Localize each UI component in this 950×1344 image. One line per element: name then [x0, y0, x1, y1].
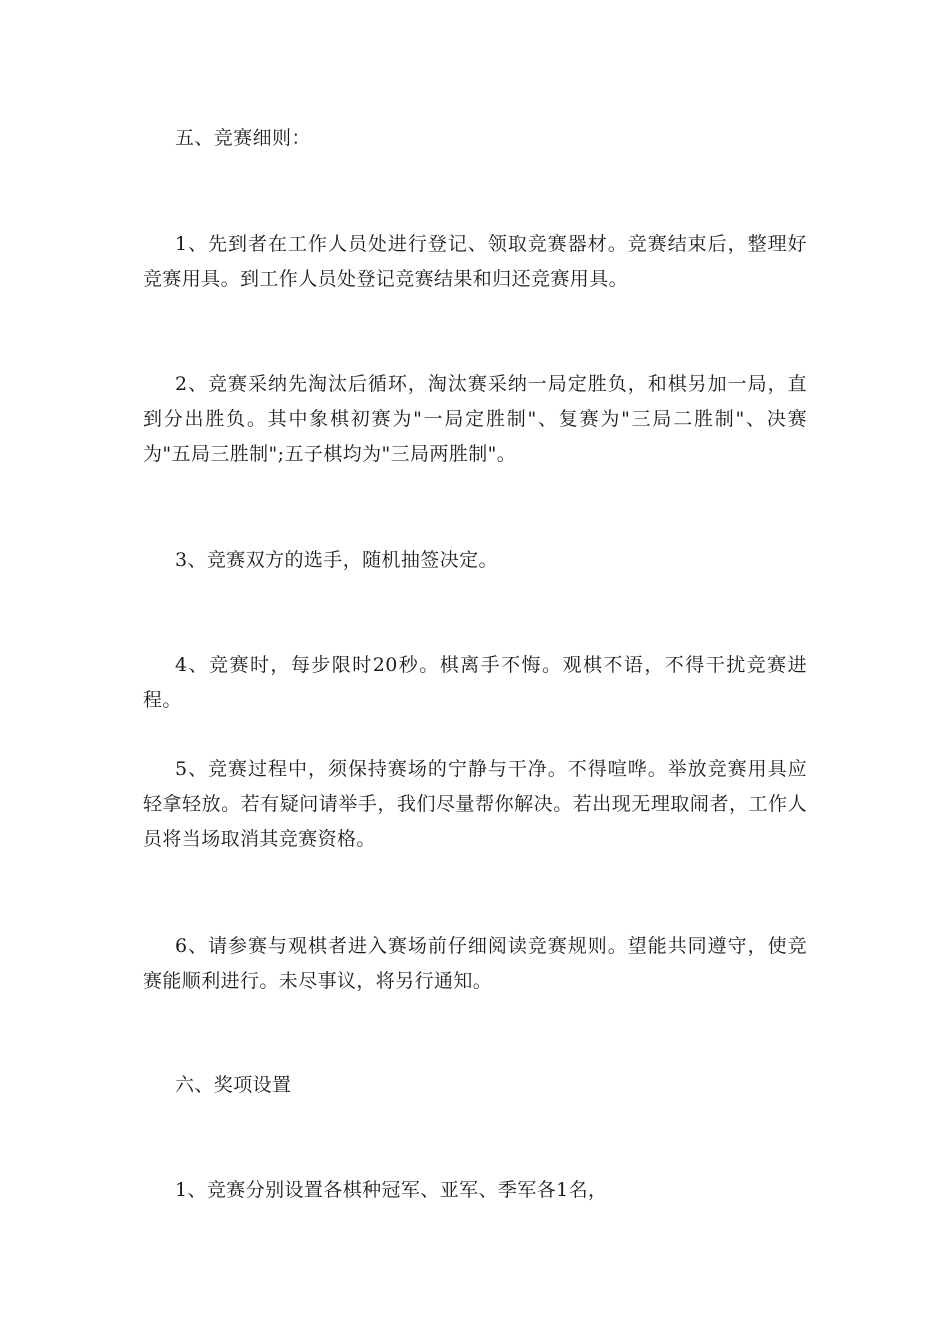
section-heading-competition-rules: 五、竞赛细则：	[175, 127, 311, 149]
rule-paragraph-5: 5、竞赛过程中，须保持赛场的宁静与干净。不得喧哗。举放竞赛用具应轻拿轻放。若有疑问请举手，我们尽量帮你解决。若出现无理取闹者，工作人员将当场取消其竞赛资格。	[143, 758, 807, 850]
section-heading-awards: 六、奖项设置	[175, 1074, 292, 1096]
rule-paragraph-4: 4、竞赛时，每步限时20秒。棋离手不悔。观棋不语，不得干扰竞赛进程。	[143, 654, 807, 711]
award-paragraph-1: 1、竞赛分别设置各棋种冠军、亚军、季军各1名，	[175, 1179, 608, 1201]
rule-paragraph-6: 6、请参赛与观棋者进入赛场前仔细阅读竞赛规则。望能共同遵守，使竞赛能顺利进行。未尽事议，将另行通知。	[143, 935, 807, 992]
rule-paragraph-3: 3、竞赛双方的选手，随机抽签决定。	[175, 549, 498, 571]
rule-paragraph-1: 1、先到者在工作人员处进行登记、领取竞赛器材。竞赛结束后，整理好竞赛用具。到工作人员处登记竞赛结果和归还竞赛用具。	[143, 233, 807, 290]
rule-paragraph-2: 2、竞赛采纳先淘汰后循环，淘汰赛采纳一局定胜负，和棋另加一局，直到分出胜负。其中象棋初赛为"一局定胜制"、复赛为"三局二胜制"、决赛为"五局三胜制";五子棋均为"三局两胜制"。	[143, 373, 807, 465]
